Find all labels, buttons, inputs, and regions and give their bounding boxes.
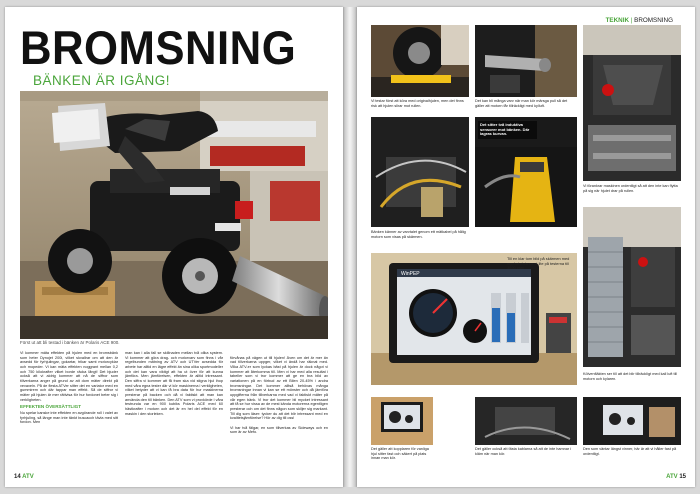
body-column-1 <box>20 351 118 428</box>
body-paragraph: förvånas på vägen ut till hjulen! Även om det är mer än vad tillverkarna uppger, vilket vi ändå har räknat med. Vilka ATV-er som lyckas bäst på hjulen är dock något vi kommer att återkomma till. Men vi har med alla resultat i tabeller som vi tror kommer att ge en bra bild av variationen på en förbud av ett Bilen 20-45% i andra bromsningar. Det kommer alltså behövas många bromsningar innan vi kan se ett mönster och då jämföra uppgifterna från tillverkarna med vad vi faktiskt mäter på vår egen bänk. Vi tror det kommer bli mycket intressant att få se hur vissa av de mest kända motorerna egentligen presterar och om det finns någon som skiljer sig markant. Till dig som läser: tycker du att det blir intressant med en kvalitetsjämförelse? Hör av dig till oss! Vi har två fälgar, en som tillverkas av Sideways och en som är av Mefo. <box>230 355 328 435</box>
folio-right <box>666 474 686 480</box>
body-column-2 <box>125 351 223 419</box>
section-tag <box>606 17 673 24</box>
caption-2: Det kan bli många varv när man kör märsga pull så det gäller att motorn får tillräckligt med kylluft. <box>475 99 568 108</box>
caption-6: Kölvenfläkten ser till att det blir tillräckligt med kall luft till motorn och kylaren. <box>583 372 678 381</box>
headline: BROMSNING <box>20 21 297 74</box>
caption-7: Det gäller att kopplaren för vanliga hjul sitter fast och säkert på plats innan man kör. <box>371 447 429 461</box>
right-page <box>357 7 695 487</box>
section-label: TEKNIK <box>605 17 630 24</box>
caption-4: Vi förankrar maskinen ordentligt så att den inte kan flytta på sig när hjulet drar på rullen. <box>583 184 678 193</box>
body-paragraph: Vi kommer mäta effekten på hjulen med en bromsbänk som heter Dynojet 200i, vilket skvallrar om att den är avsedd för fyrhjulingar, gokartar, trikar samt motorcyklar och mopeder. Vi kan mäta effekten noggrant mellan 0,2 och 750 kilokrafter vilket borde räcka långt! Det bjuder också att vi aldrig kommer att nå de siffror som tillverkarna anger på grund av att dom mäter direkt på vevaxeln. På de flesta ATVer sitter det en variator med en gummirem och där tappar man effekt. Så de siffror vi mäter på hjulen är mer rättvisa för hur fordonet beter sig i verkligheten. <box>20 351 118 402</box>
main-photo-caption: Först ut att bli testad i bänken är Polaris ACE 900. <box>20 340 120 345</box>
spread-gutter <box>343 7 357 487</box>
section-name: BROMSNING <box>634 17 673 24</box>
page-number: 14 <box>14 474 21 480</box>
left-page <box>5 7 343 487</box>
sensor-callout: Det sitter två induktiva sensorer mot bänken. Där lagras kurvan. <box>478 121 537 139</box>
photo-cooling-duct <box>583 207 681 367</box>
caption-1: Vi testar först att köra med originalhjulen, men det finns risk att hjulen slirar mot rullen. <box>371 99 464 108</box>
page-number: 15 <box>679 474 686 480</box>
photo-bottom-dashboard <box>583 397 681 445</box>
screen-title: WinPEP <box>401 271 420 277</box>
magazine-logo: ATV <box>22 474 34 480</box>
main-photo-atv-on-dyno <box>20 91 328 339</box>
photo-wheel-roller <box>371 25 469 97</box>
photo-bottom-laptop <box>371 397 433 445</box>
screen-callout: Till en klar tom bild på skärmen med mycket data samt lite på testerna till 3000 varv <box>507 256 570 271</box>
subheadline: BÄNKEN ÄR IGÅNG! <box>33 73 171 88</box>
body-paragraph: Nu spelar kanske inte effekten en avgörande roll i valet av fyrhjuling, så länge man inte tänkt buscacch tävla med sitt fordon. Men <box>20 410 118 425</box>
photo-laptop-dyno-software <box>371 253 577 385</box>
caption-5: Bänken känner av varvtalet genom ett mätkabel på hålig motorn som visas på skärmen. <box>371 230 466 239</box>
body-column-3 <box>230 351 328 442</box>
photo-exhaust-pipe <box>475 25 577 97</box>
body-subheading: EFFEKTEN ÖVERSÄTTLIGT <box>20 404 81 410</box>
photo-chassis-underside <box>583 25 681 181</box>
caption-8: Det gäller också att fästa kablarna så att de inte hamnar i kläm när man kör. <box>475 447 572 456</box>
body-paragraph: man kan i alla fall se skillnaden mellan två olika system. Vi kommer att göra drag- och motorvarv som finns i vår regelbunden mätning av ATV och UTVer avsedda för arbete har alltid en lägre effekt än sina olika sportmodeller och det kan vara viktigt att ha ut över för att kunna jämföra. Men jämförelsen, effekten är alltid intressant. Den siffra vi kommer att få fram ska vid stigna hjul ihop med våra egna tester där vi kör maskinerna i verkligheten, vilket betyder att vi kan få bra data för hur maskinerna presterar på backen och då vi faktiskt att man kan använda den till bänken. Den ATV som vi provkörde i våra testrunda var en 900 kubiks Polaris ACE med 60 hästkrafter i motorn och det är en hel del effekt för en maskin i den storleken. <box>125 351 223 416</box>
folio-left <box>14 474 34 480</box>
section-separator: | <box>630 17 633 24</box>
photo-sensor-wiring <box>371 117 469 227</box>
magazine-logo: ATV <box>666 474 678 480</box>
photo-bottom-chassis <box>475 397 577 445</box>
caption-9: Den som väntar längst vinner, här är att vi håller fast på ordentligt. <box>583 447 677 456</box>
